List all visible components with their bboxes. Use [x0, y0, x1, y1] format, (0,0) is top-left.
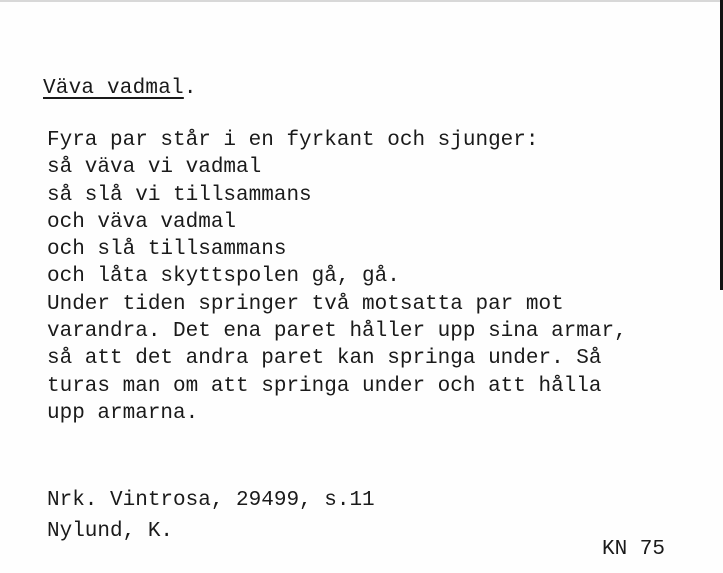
body-line: turas man om att springa under och att hålla	[47, 374, 602, 398]
body-line: så att det andra paret kan springa under. Så	[47, 347, 602, 371]
source-reference: Nrk. Vintrosa, 29499, s.11	[47, 489, 375, 512]
body-line: Fyra par står i en fyrkant och sjunger:	[47, 129, 539, 152]
card-body	[47, 127, 627, 427]
body-line: och låta skyttspolen gå, gå.	[47, 265, 400, 289]
body-line: så väva vi vadmal	[47, 156, 262, 180]
source-informant: Nylund, K.	[47, 520, 174, 543]
body-line: varandra. Det ena paret håller upp sina armar,	[47, 320, 627, 344]
body-line: och slå tillsammans	[47, 238, 287, 262]
body-line: så slå vi tillsammans	[47, 183, 312, 207]
body-line: och väva vadmal	[47, 210, 237, 234]
card-title-text: Väva vadmal	[43, 77, 184, 100]
card-source	[47, 485, 375, 547]
body-line: Under tiden springer två motsatta par mot	[47, 292, 564, 316]
card-title	[43, 77, 197, 100]
body-line: upp armarna.	[47, 401, 199, 425]
card-title-punct: .	[183, 77, 197, 100]
card-top-edge	[0, 0, 723, 2]
card-code: KN 75	[602, 538, 666, 561]
